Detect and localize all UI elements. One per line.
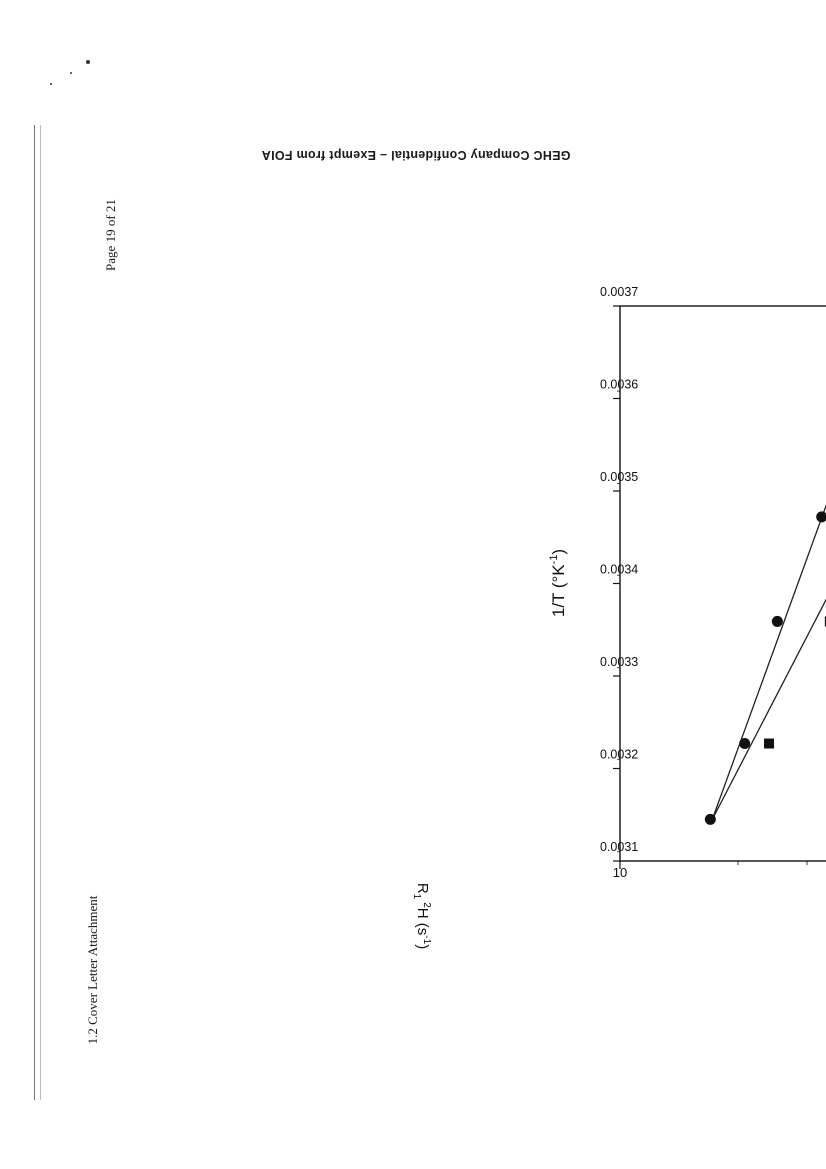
y-tick-label: 10	[612, 865, 628, 880]
section-label: 1.2 Cover Letter Attachment	[85, 895, 100, 1045]
x-tick-label: 0.0033	[600, 655, 639, 669]
x-tick-label: 0.0035	[600, 470, 639, 484]
fit-line	[712, 389, 826, 819]
fit-line	[712, 403, 826, 819]
y-axis-label	[411, 883, 432, 949]
x-tick-label: 0.0034	[600, 562, 639, 577]
x-label-main: 1/T (°K	[549, 564, 568, 618]
plot-area-frame	[620, 306, 826, 861]
page-number: Page 19 of 21	[103, 199, 118, 271]
x-tick-label: 0.0037	[600, 285, 639, 299]
data-point-serum	[764, 739, 774, 749]
data-point-saline	[705, 814, 716, 825]
data-point-saline	[739, 738, 750, 749]
y-label-h: H (s	[414, 907, 431, 936]
y-label-sub: 1	[411, 893, 422, 900]
x-label-close: )	[549, 548, 568, 555]
y-label-exp: -1	[421, 935, 432, 945]
y-label-sup: 2	[421, 902, 432, 908]
y-label-r: R	[414, 882, 431, 894]
x-tick-label: 0.0032	[600, 747, 639, 762]
x-axis-label	[548, 549, 568, 617]
data-point-saline	[816, 511, 826, 522]
confidential-notice: GEHC Company Confidential – Exempt from FOIA	[261, 148, 571, 162]
x-tick-label: 0.0031	[600, 840, 639, 854]
data-point-saline	[772, 616, 783, 627]
x-tick-label: 0.0036	[600, 377, 639, 392]
y-label-close: )	[414, 944, 431, 950]
x-label-exp: -1	[548, 554, 560, 565]
